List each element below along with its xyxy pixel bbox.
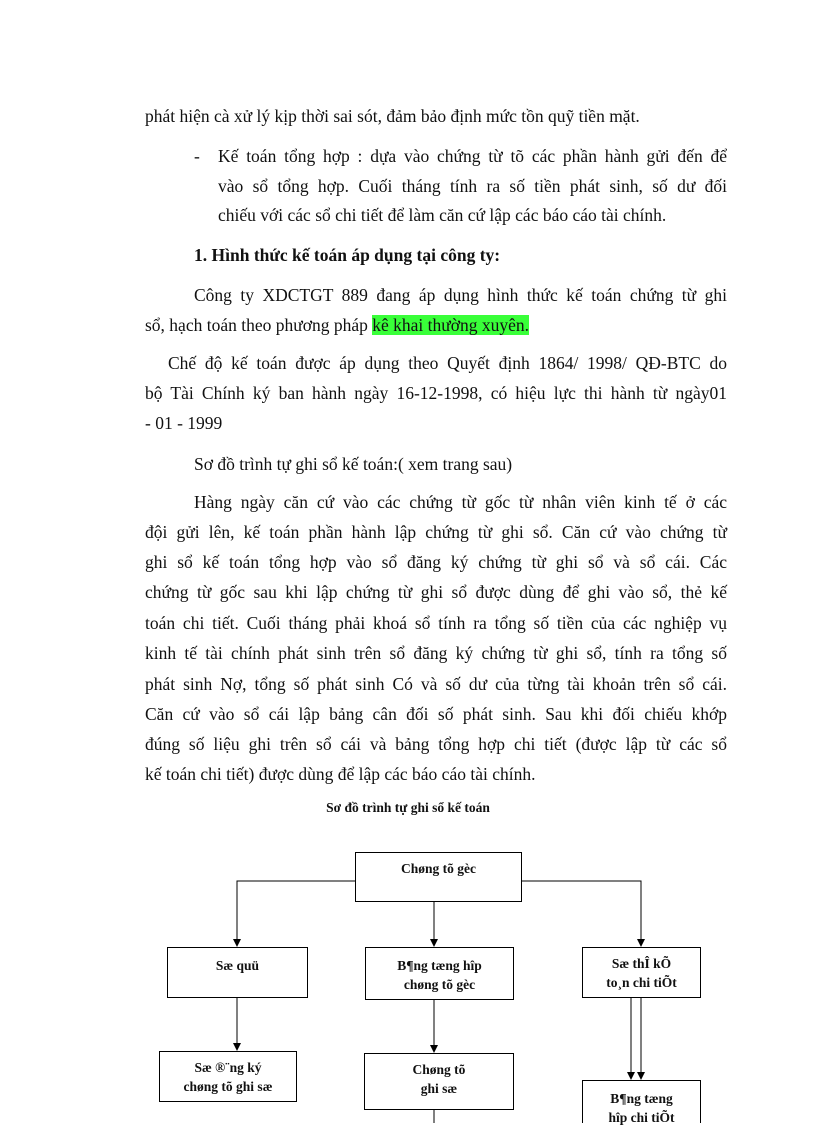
box-label: Sæ quü — [215, 958, 260, 973]
paragraph-line: ghi sổ kế toán tổng hợp vào sổ đăng ký chứng từ ghi sổ và sổ cái. Các — [145, 552, 727, 572]
box-chung-tu-goc — [355, 852, 522, 902]
paragraph-line: đúng số liệu ghi trên sổ cái và bảng tổng hợp chi tiết (được lập từ các sổ — [145, 734, 727, 754]
paragraph-line: Chế độ kế toán được áp dụng theo Quyết định 1864/ 1998/ QĐ-BTC do — [168, 353, 727, 373]
box-label: Chøng tõ gèc — [401, 861, 476, 876]
box-label: chøng tõ gèc — [403, 977, 476, 992]
box-label: Sæ ®¨ng ký — [194, 1060, 262, 1075]
paragraph-line: - 01 - 1999 — [145, 413, 223, 433]
box-label: Chøng tõ — [412, 1062, 466, 1077]
paragraph-line: Sơ đồ trình tự ghi sổ kế toán:( xem trang sau) — [194, 454, 513, 474]
box-so-the-ke-toan-chi-tiet — [582, 947, 701, 998]
box-label: to¸n chi tiÕt — [606, 975, 677, 990]
box-bang-tong-hop-chung-tu-goc — [365, 947, 514, 1000]
bullet-line: chiếu với các sổ chi tiết để làm căn cứ lập các báo cáo tài chính. — [218, 205, 667, 225]
box-label: B¶ng tæng — [610, 1091, 673, 1106]
paragraph-line: Căn cứ vào sổ cái lập bảng cân đối số phát sinh. Sau khi đối chiếu khớp — [145, 704, 727, 724]
paragraph-line: kinh tế tài chính phát sinh trên sổ đăng ký chứng từ ghi sổ, tính ra tổng số — [145, 643, 727, 663]
paragraph-text: sổ, hạch toán theo phương pháp — [145, 315, 373, 335]
box-label: Sæ thÎ kÕ — [611, 956, 672, 971]
bullet-line: Kế toán tổng hợp : dựa vào chứng từ tõ các phần hành gửi đến để — [218, 146, 727, 166]
paragraph-line: phát sinh Nợ, tổng số phát sinh Có và số dư của từng tài khoản trên sổ cái. — [145, 674, 727, 694]
highlighted-text: kê khai thường xuyên. — [372, 315, 530, 335]
box-so-dang-ky-chung-tu-ghi-so — [159, 1051, 297, 1102]
box-label: hîp chi tiÕt — [608, 1110, 675, 1125]
arrow-top-to-the-chi-tiet — [522, 881, 641, 946]
paragraph-line: kế toán chi tiết) được dùng để lập các báo cáo tài chính. — [145, 764, 536, 784]
box-bang-tong-hop-chi-tiet — [582, 1080, 701, 1123]
paragraph-line: bộ Tài Chính ký ban hành ngày 16-12-1998, có hiệu lực thi hành từ ngày01 — [145, 383, 727, 403]
paragraph-line: Công ty XDCTGT 889 đang áp dụng hình thức kế toán chứng từ ghi — [194, 285, 727, 305]
paragraph-line: toán chi tiết. Cuối tháng phải khoá sổ tính ra tổng số tiền của các nghiệp vụ — [145, 613, 727, 633]
paragraph-line: phát hiện cà xử lý kịp thời sai sót, đảm bảo định mức tồn quỹ tiền mặt. — [145, 106, 640, 126]
box-label: B¶ng tæng hîp — [397, 958, 482, 973]
box-label: ghi sæ — [420, 1081, 458, 1096]
bullet-line: vào sổ tổng hợp. Cuối tháng tính ra số tiền phát sinh, số dư đối — [218, 176, 727, 196]
diagram-title: Sơ đồ trình tự ghi sổ kế toán — [326, 800, 490, 815]
paragraph-line: đội gửi lên, kế toán phần hành lập chứng từ ghi sổ. Căn cứ vào chứng từ — [145, 522, 727, 542]
section-heading: 1. Hình thức kế toán áp dụng tại công ty: — [194, 245, 501, 265]
box-so-quy — [167, 947, 308, 998]
box-chung-tu-ghi-so — [364, 1053, 514, 1110]
arrow-top-to-quy — [237, 881, 355, 946]
box-label: chøng tõ ghi sæ — [183, 1079, 273, 1094]
bullet-dash: - — [194, 146, 200, 166]
paragraph-line: Hàng ngày căn cứ vào các chứng từ gốc từ nhân viên kinh tế ở các — [194, 492, 727, 512]
paragraph-line: chứng từ gốc sau khi lập chứng từ ghi sổ được dùng để ghi vào sổ, thẻ kế — [145, 582, 727, 602]
